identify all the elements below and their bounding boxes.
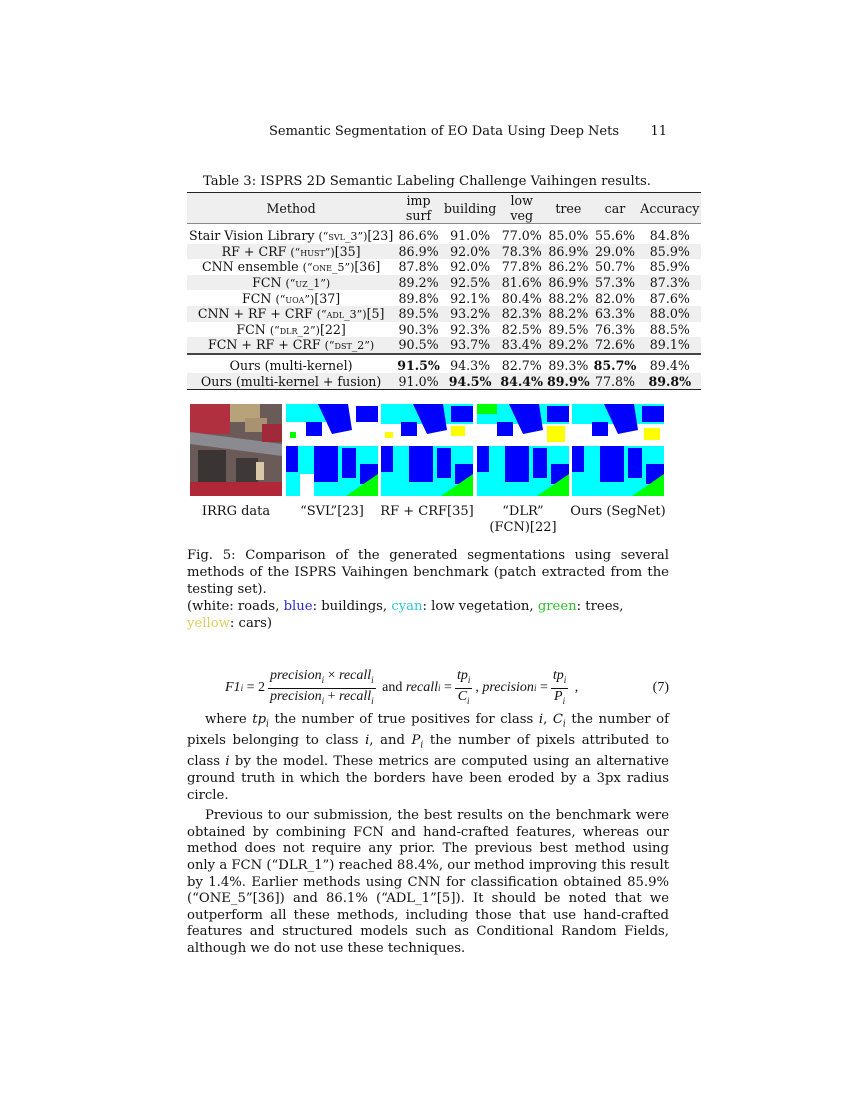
- eq-p: P: [554, 688, 563, 704]
- method-ref: [23]: [367, 228, 394, 244]
- column-header: tree: [545, 193, 592, 224]
- column-header: low veg: [498, 193, 545, 224]
- value-cell: 92.3%: [450, 321, 491, 337]
- value-cell: 82.0%: [594, 290, 635, 306]
- text-segment: where: [205, 712, 253, 727]
- value-cell: 89.3%: [545, 354, 592, 374]
- method-cell: [187, 337, 395, 354]
- method-cell: [187, 275, 395, 291]
- method-code: (“adl_3”): [316, 308, 367, 322]
- value-cell: 72.6%: [592, 337, 639, 354]
- label-dlr-line2: (FCN)[22]: [489, 520, 557, 535]
- method-name: FCN: [252, 275, 282, 291]
- legend-segment: : cars): [229, 616, 273, 631]
- value-cell: 87.8%: [398, 259, 439, 275]
- eq-plus: +: [324, 688, 339, 704]
- method-code: (“one_5”): [302, 261, 355, 275]
- value-cell: 93.7%: [442, 337, 499, 354]
- legend-segment: (white: roads,: [187, 599, 284, 614]
- method-code: (“uoa”): [275, 292, 315, 306]
- method-name: Stair Vision Library: [189, 228, 315, 244]
- text-segment: Previous to our submission, the best results on the benchmark were obtained by combining FCN and hand-crafted features, whereas our method does not require any prior. The previous best method using only a FCN (“DLR_1”) reached 88.4%, our method improving this result by 1.4%. Earlier methods using CNN for classification obtained 85.9% (“ONE_5”[36]) and 86.1% (“ADL_1”[5]). It should be noted that we outperform all these methods, including those that use hand-crafted features and structured models such as Conditional Random Fields, although we do not use these techniques.: [187, 808, 669, 956]
- text-segment: ,: [543, 712, 553, 727]
- method-ref: [22]: [319, 321, 346, 337]
- text-segment: by the model. These metrics are computed using an alternative ground truth in which the borders have been eroded by a 3px radius circle.: [187, 754, 669, 803]
- segmentation-figure: [190, 404, 666, 496]
- method-name: Ours (multi-kernel + fusion): [200, 373, 382, 389]
- value-cell: 85.9%: [638, 244, 701, 260]
- value-cell: 92.1%: [450, 290, 491, 306]
- value-cell: 91.0%: [395, 373, 442, 389]
- method-code: (“uz_1”): [285, 277, 331, 291]
- text-segment: i: [266, 719, 269, 730]
- value-cell: 89.5%: [395, 306, 442, 322]
- value-cell: 94.5%: [442, 373, 499, 389]
- value-cell: 92.5%: [442, 275, 499, 291]
- eq-recall: recall: [405, 680, 439, 695]
- column-header: Method: [187, 193, 395, 224]
- legend-segment: : low vegetation,: [422, 599, 538, 614]
- label-svl: “SVL”[23]: [300, 504, 364, 519]
- value-cell: 93.2%: [442, 306, 499, 322]
- value-cell: 82.5%: [501, 321, 542, 337]
- text-segment: the number of true positives for class: [268, 712, 539, 727]
- method-cell: [187, 244, 395, 260]
- label-dlr-line1: “DLR”: [502, 504, 544, 519]
- value-cell: 89.4%: [638, 354, 701, 374]
- method-ref: [35]: [334, 243, 361, 259]
- paragraph: [187, 808, 669, 957]
- value-cell: 88.0%: [638, 306, 701, 322]
- eq-sub: i: [371, 674, 374, 685]
- value-cell: 86.9%: [545, 244, 592, 260]
- table-row: [187, 244, 701, 260]
- eq-sub: i: [563, 674, 567, 685]
- text-segment: the number of pixels belonging to class: [187, 712, 669, 749]
- column-header: imp surf: [395, 193, 442, 224]
- legend-segment: : trees,: [576, 599, 624, 614]
- method-cell: [187, 373, 395, 389]
- method-ref: [36]: [354, 259, 381, 275]
- running-header: [187, 124, 667, 139]
- value-cell: 89.2%: [545, 337, 592, 354]
- text-segment: i: [365, 733, 370, 749]
- method-name: FCN + RF + CRF: [208, 337, 321, 353]
- value-cell: 77.8%: [592, 373, 639, 389]
- color-legend: [187, 598, 669, 632]
- eq-precision: precision: [269, 688, 322, 704]
- value-cell: 92.0%: [442, 244, 499, 260]
- value-cell: 76.3%: [594, 321, 635, 337]
- equation-body: [225, 668, 578, 708]
- method-name: RF + CRF: [221, 243, 287, 259]
- value-cell: 85.0%: [548, 228, 589, 244]
- equation-number: (7): [652, 680, 669, 695]
- column-header: Accuracy: [638, 193, 701, 224]
- eq-sub: i: [562, 695, 566, 706]
- eq-recall-fraction: [455, 668, 472, 709]
- running-title: Semantic Segmentation of EO Data Using Deep Nets: [268, 124, 619, 139]
- eq-equals: = 2: [243, 680, 265, 695]
- text-segment: i: [225, 754, 230, 770]
- value-cell: 88.2%: [548, 290, 589, 306]
- eq-sub: i: [321, 695, 325, 706]
- value-cell: 80.4%: [501, 290, 542, 306]
- method-name: CNN ensemble: [201, 259, 299, 275]
- table-row: [187, 322, 701, 338]
- value-cell: 90.5%: [395, 337, 442, 354]
- value-cell: 90.3%: [398, 321, 439, 337]
- value-cell: 91.5%: [395, 354, 442, 374]
- method-ref: [37]: [314, 290, 341, 306]
- value-cell: 87.3%: [638, 275, 701, 291]
- results-table: [187, 192, 701, 390]
- value-cell: 81.6%: [498, 275, 545, 291]
- eq-sub: i: [240, 683, 244, 693]
- value-cell: 89.8%: [638, 373, 701, 389]
- value-cell: 84.4%: [500, 373, 544, 389]
- text-segment: the number of pixels attributed to class: [187, 733, 670, 770]
- value-cell: 89.8%: [398, 290, 439, 306]
- eq-c: C: [457, 688, 468, 704]
- value-cell: 82.3%: [498, 306, 545, 322]
- method-code: (“svl_3”): [318, 230, 368, 244]
- method-ref: [5]: [366, 306, 385, 322]
- text-segment: i: [538, 712, 544, 727]
- value-cell: 87.6%: [649, 290, 690, 306]
- label-segnet: Ours (SegNet): [570, 504, 666, 519]
- method-cell: [187, 259, 395, 275]
- eq-times: ×: [324, 667, 339, 683]
- value-cell: 57.3%: [592, 275, 639, 291]
- eq-and: and: [378, 680, 406, 695]
- method-name: FCN: [242, 290, 272, 306]
- eq-sub: i: [467, 695, 470, 706]
- table-row: [187, 373, 701, 389]
- legend-segment: : buildings,: [312, 599, 392, 614]
- page-number: 11: [650, 124, 667, 139]
- eq-sub: i: [321, 674, 325, 685]
- eq-precision-fraction: [551, 668, 568, 709]
- eq-sub: i: [371, 695, 374, 706]
- value-cell: 88.2%: [545, 306, 592, 322]
- paragraph: [187, 712, 669, 804]
- column-header: car: [592, 193, 639, 224]
- eq-sub: i: [533, 683, 537, 693]
- legend-segment: green: [537, 599, 577, 614]
- method-name: FCN: [236, 321, 266, 337]
- value-cell: 50.7%: [594, 259, 635, 275]
- eq-tp: tp: [552, 667, 564, 683]
- rf-crf-segmentation: [381, 404, 473, 496]
- method-cell: [187, 306, 395, 322]
- column-header: building: [442, 193, 499, 224]
- value-cell: 92.0%: [450, 259, 491, 275]
- eq-f1: F1: [225, 680, 241, 695]
- method-cell: [187, 354, 395, 374]
- dlr-segmentation: [477, 404, 569, 496]
- label-irrg: IRRG data: [201, 504, 271, 519]
- eq-equals2: =: [440, 680, 452, 695]
- value-cell: 77.8%: [501, 259, 542, 275]
- value-cell: 85.7%: [592, 354, 639, 374]
- value-cell: 55.6%: [594, 228, 635, 244]
- table-row: [187, 224, 701, 244]
- eq-recall: recall: [339, 688, 372, 704]
- value-cell: 89.2%: [395, 275, 442, 291]
- method-name: CNN + RF + CRF: [197, 306, 313, 322]
- value-cell: 86.9%: [545, 275, 592, 291]
- value-cell: 89.1%: [638, 337, 701, 354]
- table-row: [187, 259, 701, 275]
- value-cell: 94.3%: [442, 354, 499, 374]
- table-row: [187, 275, 701, 291]
- text-segment: P: [411, 733, 421, 749]
- legend-segment: blue: [283, 599, 313, 614]
- table-row: [187, 306, 701, 322]
- eq-recall: recall: [339, 667, 372, 683]
- eq-f1-fraction: [268, 668, 376, 709]
- label-dlr: [468, 504, 578, 536]
- value-cell: 78.3%: [498, 244, 545, 260]
- eq-comma: ,: [475, 680, 483, 695]
- irrg-image: [190, 404, 282, 496]
- figure-caption-text: Fig. 5: Comparison of the generated segmentations using several methods of the ISPRS Vaihingen benchmark (patch extracted from the testing set).: [187, 548, 669, 597]
- table-body: [187, 224, 701, 390]
- value-cell: 88.5%: [649, 321, 690, 337]
- value-cell: 77.0%: [501, 228, 542, 244]
- legend-segment: yellow: [187, 616, 230, 631]
- label-rf-crf: RF + CRF[35]: [380, 504, 474, 519]
- method-cell: [187, 322, 395, 338]
- table-row: [187, 354, 701, 374]
- value-cell: 63.3%: [592, 306, 639, 322]
- value-cell: 86.9%: [395, 244, 442, 260]
- method-cell: [187, 224, 395, 244]
- method-code: (“dst_2”): [324, 339, 375, 353]
- value-cell: 82.7%: [498, 354, 545, 374]
- eq-tp: tp: [456, 667, 468, 683]
- table-row: [187, 290, 701, 306]
- text-segment: , and: [369, 733, 412, 749]
- body-text: [187, 712, 669, 962]
- segnet-segmentation: [572, 404, 664, 496]
- text-segment: i: [562, 719, 566, 730]
- table-row: [187, 337, 701, 354]
- method-cell: [187, 290, 395, 306]
- eq-precision: precision: [269, 667, 322, 683]
- value-cell: 89.5%: [548, 321, 589, 337]
- value-cell: 89.9%: [547, 373, 590, 389]
- legend-segment: cyan: [391, 599, 423, 614]
- eq-sub: i: [467, 674, 471, 685]
- value-cell: 85.9%: [649, 259, 690, 275]
- value-cell: 29.0%: [592, 244, 639, 260]
- method-code: (“hust”): [290, 245, 335, 259]
- method-code: (“dlr_2”): [269, 323, 320, 337]
- figure-caption: [187, 547, 669, 632]
- table-caption: Table 3: ISPRS 2D Semantic Labeling Challenge Vaihingen results.: [203, 174, 651, 189]
- text-segment: C: [552, 712, 563, 727]
- value-cell: 83.4%: [498, 337, 545, 354]
- table-header-row: [187, 193, 701, 224]
- eq-trail: ,: [571, 680, 579, 695]
- eq-precision: precision: [482, 680, 534, 695]
- text-segment: tp: [252, 712, 267, 727]
- svl-segmentation: [286, 404, 378, 496]
- value-cell: 86.2%: [548, 259, 589, 275]
- value-cell: 84.8%: [649, 228, 690, 244]
- eq-equals3: =: [536, 680, 548, 695]
- text-segment: i: [420, 740, 424, 751]
- eq-sub: i: [438, 683, 441, 693]
- equation-7: [187, 668, 669, 708]
- method-name: Ours (multi-kernel): [229, 358, 353, 374]
- value-cell: 91.0%: [450, 228, 491, 244]
- value-cell: 86.6%: [398, 228, 439, 244]
